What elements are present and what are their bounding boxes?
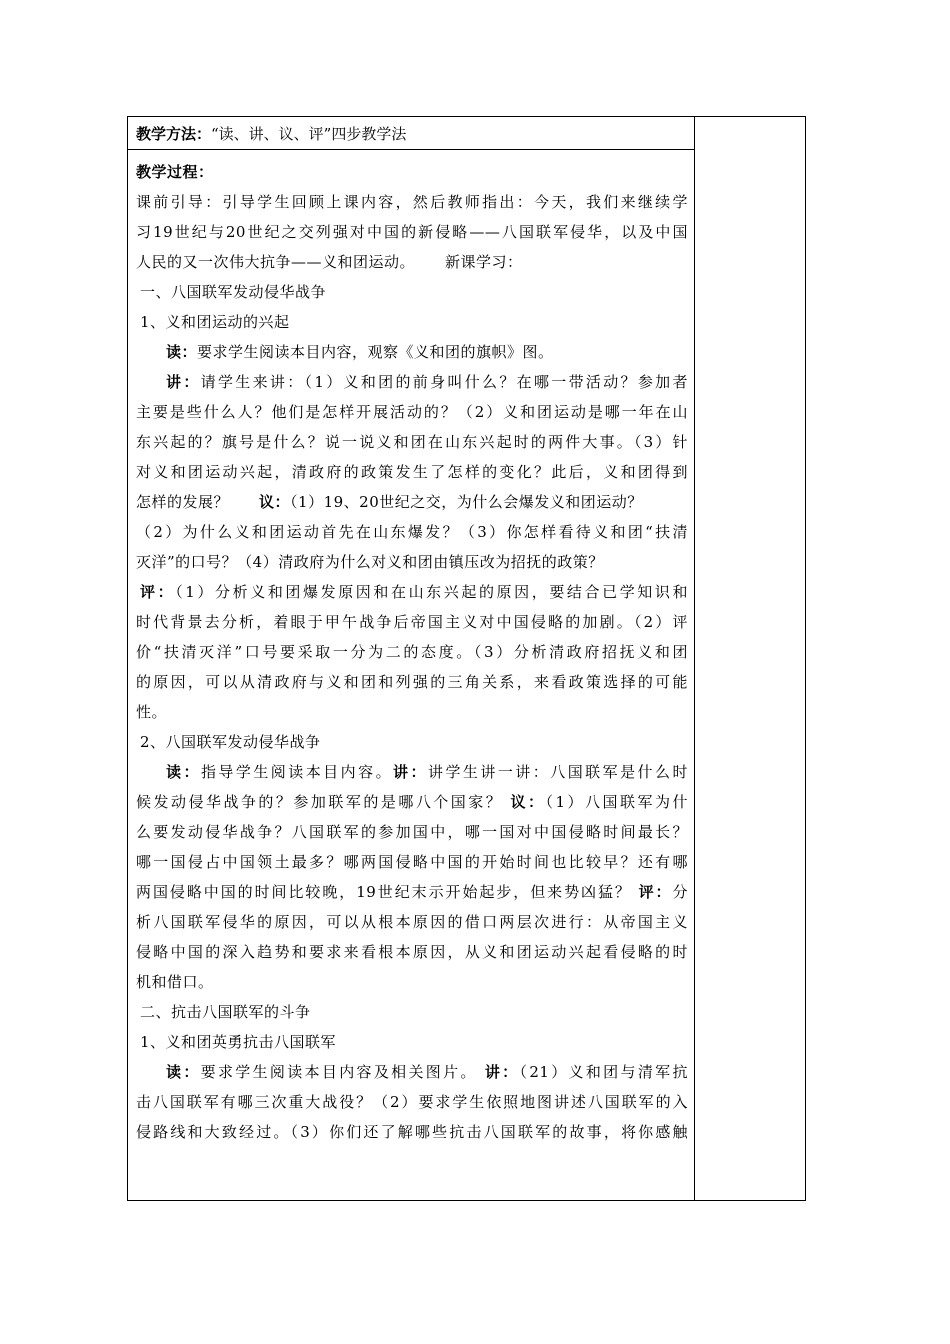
text-line: 价“扶清灭洋”口号要采取一分为二的态度。（3）分析清政府招抚义和团: [136, 643, 688, 661]
row-divider: [128, 149, 694, 150]
text-line: 讲：请学生来讲：（1）义和团的前身叫什么？在哪一带活动？参加者: [166, 373, 688, 391]
text-line: 灭洋”的口号？（4）清政府为什么对义和团由镇压改为招抚的政策？: [136, 553, 604, 571]
teaching-process-label: 教学过程：: [136, 163, 214, 181]
text-line: 读：要求学生阅读本目内容，观察《义和团的旗帜》图。: [166, 343, 554, 361]
text-line: 东兴起的？旗号是什么？说一说义和团在山东兴起时的两件大事。（3）针: [136, 433, 688, 451]
subsection-heading: 1、义和团运动的兴起: [140, 313, 290, 331]
column-divider: [694, 117, 695, 1200]
text-line: 怎样的发展？ 议：（1）19、20世纪之交，为什么会爆发义和团运动？: [136, 493, 643, 511]
text-line: 评：（1）分析义和团爆发原因和在山东兴起的原因，要结合已学知识和: [140, 583, 688, 601]
lesson-plan-table: [127, 116, 806, 1201]
text-line: 人民的又一次伟大抗争——义和团运动。 新课学习：: [136, 253, 523, 271]
section-heading: 二、抗击八国联军的斗争: [140, 1003, 311, 1021]
text-line: 对义和团运动兴起，清政府的政策发生了怎样的变化？此后，义和团得到: [136, 463, 688, 481]
subsection-heading: 1、义和团英勇抗击八国联军: [140, 1033, 337, 1051]
text-line: 主要是些什么人？他们是怎样开展活动的？（2）义和团运动是哪一年在山: [136, 403, 688, 421]
text-line: 么要发动侵华战争？八国联军的参加国中，哪一国对中国侵略时间最长？: [136, 823, 688, 841]
text-line: 习19世纪与20世纪之交列强对中国的新侵略——八国联军侵华，以及中国: [136, 223, 688, 241]
text-line: 候发动侵华战争的？参加联军的是哪八个国家？ 议：（1）八国联军为什: [136, 793, 688, 811]
text-line: （2）为什么义和团运动首先在山东爆发？（3）你怎样看待义和团“扶清: [136, 523, 688, 541]
text-line: 的原因，可以从清政府与义和团和列强的三角关系，来看政策选择的可能: [136, 673, 688, 691]
teaching-method-label: 教学方法：: [136, 125, 212, 143]
text-line: 击八国联军有哪三次重大战役？（2）要求学生依照地图讲述八国联军的入: [136, 1093, 688, 1111]
text-line: 析八国联军侵华的原因，可以从根本原因的借口两层次进行：从帝国主义: [136, 913, 688, 931]
text-line: 侵略中国的深入趋势和要求来看根本原因，从义和团运动兴起看侵略的时: [136, 943, 688, 961]
text-line: 两国侵略中国的时间比较晚，19世纪末示开始起步，但来势凶猛？ 评：分: [136, 883, 688, 901]
text-line: 性。: [136, 703, 168, 721]
teaching-method-cell: [136, 124, 688, 144]
text-line: 时代背景去分析，着眼于甲午战争后帝国主义对中国侵略的加剧。（2）评: [136, 613, 688, 631]
subsection-heading: 2、八国联军发动侵华战争: [140, 733, 321, 751]
text-line: 课前引导：引导学生回顾上课内容，然后教师指出：今天，我们来继续学: [136, 193, 688, 211]
text-line: 侵路线和大致经过。（3）你们还了解哪些抗击八国联军的故事，将你感触: [136, 1123, 688, 1141]
teaching-method-text: “读、讲、议、评”四步教学法: [211, 125, 407, 143]
text-line: 读：要求学生阅读本目内容及相关图片。 讲：（21）义和团与清军抗: [166, 1063, 688, 1081]
text-line: 哪一国侵占中国领土最多？哪两国侵略中国的开始时间也比较早？还有哪: [136, 853, 688, 871]
text-line: 读：指导学生阅读本目内容。讲：讲学生讲一讲：八国联军是什么时: [166, 763, 688, 781]
text-line: 机和借口。: [136, 973, 214, 991]
teaching-process-cell: [136, 157, 688, 1147]
section-heading: 一、八国联军发动侵华战争: [140, 283, 327, 301]
